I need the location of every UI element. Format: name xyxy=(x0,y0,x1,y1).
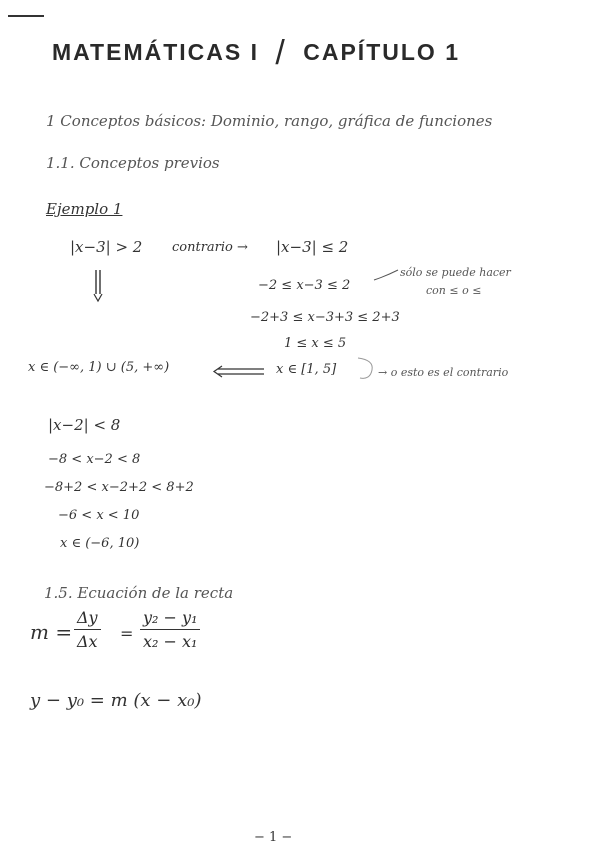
example-1-result: x ∈ (−∞, 1) ∪ (5, +∞) xyxy=(28,360,170,375)
point-slope-equation: y − y₀ = m (x − x₀) xyxy=(30,690,202,711)
slope-denominator: x₂ − x₁ xyxy=(140,629,200,651)
example-2-line-5: x ∈ (−6, 10) xyxy=(60,536,140,551)
margin-dash xyxy=(8,14,44,18)
note-pointer-icon xyxy=(374,266,400,282)
left-double-arrow-icon xyxy=(212,366,264,378)
example-2-line-4: −6 < x < 10 xyxy=(58,508,140,523)
note-2: → o esto es el contrario xyxy=(378,366,509,379)
example-2-line-3: −8+2 < x−2+2 < 8+2 xyxy=(44,480,194,495)
title-subject: MATEMÁTICAS I xyxy=(52,39,260,65)
delta-y: Δy xyxy=(77,608,98,627)
slope-m-label: m = xyxy=(30,620,73,644)
delta-x: Δx xyxy=(74,629,101,651)
example-2-line-2: −8 < x−2 < 8 xyxy=(48,452,141,467)
slope-delta-fraction xyxy=(74,608,101,651)
section-1-1-heading: 1.1. Conceptos previos xyxy=(46,154,220,172)
slope-coord-fraction xyxy=(140,608,200,651)
example-2-line-1: |x−2| < 8 xyxy=(48,416,121,434)
note-1-line-b: con ≤ o ≤ xyxy=(426,284,482,297)
section-1-heading: 1 Conceptos básicos: Dominio, rango, gráfica de funciones xyxy=(46,112,493,130)
step-1: −2 ≤ x−3 ≤ 2 xyxy=(258,278,351,293)
page-title xyxy=(52,34,460,73)
slope-equals: = xyxy=(120,624,134,643)
step-2: −2+3 ≤ x−3+3 ≤ 2+3 xyxy=(250,310,400,325)
page-number: − 1 − xyxy=(254,830,293,845)
slope-numerator: y₂ − y₁ xyxy=(143,608,198,627)
section-1-5-heading: 1.5. Ecuación de la recta xyxy=(44,584,234,602)
implies-down-arrow-icon xyxy=(92,270,104,304)
title-chapter: CAPÍTULO 1 xyxy=(303,39,460,65)
contrario-label: contrario → xyxy=(172,240,248,255)
interval-circle-mark xyxy=(354,356,376,382)
contrario-inequality: |x−3| ≤ 2 xyxy=(276,238,349,256)
example-1-heading: Ejemplo 1 xyxy=(46,200,123,218)
title-slash: / xyxy=(275,34,287,72)
step-3: 1 ≤ x ≤ 5 xyxy=(284,336,347,351)
interval-closed: x ∈ [1, 5] xyxy=(276,362,337,377)
example-1-inequality: |x−3| > 2 xyxy=(70,238,143,256)
note-1-line-a: sólo se puede hacer xyxy=(400,266,511,279)
